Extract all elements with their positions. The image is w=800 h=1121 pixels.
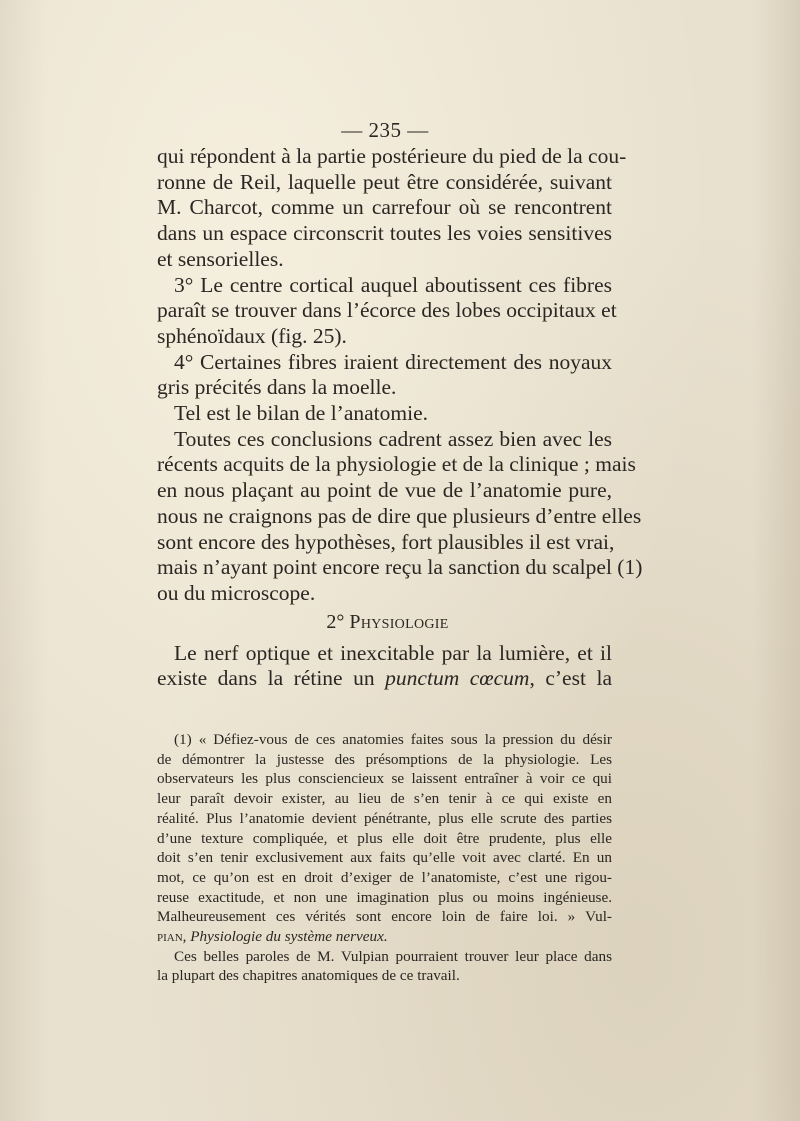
text-line: nous ne craignons pas de dire que plusieurs d’entre elles xyxy=(157,503,642,528)
page-number: — 235 — xyxy=(341,118,429,142)
footnote-line: reuse exactitude, et non une imagination plus ou moins ingénieuse. xyxy=(157,888,612,906)
section-title: Physiologie xyxy=(349,610,449,633)
text-line: et sensorielles. xyxy=(157,246,284,271)
footnote-block xyxy=(157,730,612,986)
footnote-line: (1) « Défiez-vous de ces anatomies faites sous la pression du désir xyxy=(174,731,612,748)
footnote-line: leur paraît devoir exister, au lieu de s’en tenir à ce qui existe en xyxy=(157,790,612,808)
text-line: qui répondent à la partie postérieure du pied de la cou- xyxy=(157,144,627,168)
text-line: récents acquits de la physiologie et de la clinique ; mais xyxy=(157,452,636,477)
footnote-line: d’une texture compliquée, et plus elle doit être prudente, plus elle xyxy=(157,829,612,847)
text-line: ou du microscope. xyxy=(157,580,316,605)
footnote-line: observateurs les plus consciencieux se laissent entraîner à voir ce qui xyxy=(157,770,612,788)
text-fragment: , c’est la xyxy=(529,666,612,691)
italic-term: punctum cœcum xyxy=(385,666,530,691)
footnote-line: doit s’en tenir exclusivement aux faits qu’elle voit avec clarté. En un xyxy=(157,849,612,867)
footnote-citation: pian, Physiologie du système nerveux. xyxy=(157,928,388,946)
footnote-line: Ces belles paroles de M. Vulpian pourraient trouver leur place dans xyxy=(174,947,612,965)
section-number: 2° xyxy=(326,610,345,633)
footnote-line: mot, ce qu’on est en droit d’exiger de l’anatomiste, c’est une rigou- xyxy=(157,868,612,886)
text-line: paraît se trouver dans l’écorce des lobes occipitaux et xyxy=(157,298,617,323)
text-line: Tel est le bilan de l’anatomie. xyxy=(174,401,429,426)
section-heading xyxy=(157,608,612,636)
citation-work: Physiologie du système nerveux. xyxy=(190,928,388,946)
text-line: ronne de Reil, laquelle peut être considérée, suivant xyxy=(157,169,612,194)
footnote-line: la plupart des chapitres anatomiques de ce travail. xyxy=(157,967,460,985)
text-line: Toutes ces conclusions cadrent assez bien avec les xyxy=(174,426,612,451)
text-line: dans un espace circonscrit toutes les voies sensitives xyxy=(157,221,612,246)
text-line: mais n’ayant point encore reçu la sanction du scalpel (1) xyxy=(157,555,643,580)
text-line: gris précités dans la moelle. xyxy=(157,375,397,400)
footnote-line: réalité. Plus l’anatomie devient pénétrante, plus elle scrute des parties xyxy=(157,809,612,827)
footnote-line: Malheureusement ces vérités sont encore loin de faire loi. » Vul- xyxy=(157,908,612,926)
text-line: M. Charcot, comme un carrefour où se rencontrent xyxy=(157,195,612,220)
main-text xyxy=(157,144,643,692)
text-line: en nous plaçant au point de vue de l’anatomie pure, xyxy=(157,478,612,503)
text-line: sont encore des hypothèses, fort plausibles il est vrai, xyxy=(157,529,615,554)
text-line: sphénoïdaux (fig. 25). xyxy=(157,323,347,348)
text-line: Le nerf optique et inexcitable par la lumière, et il xyxy=(174,640,612,665)
citation-author: pian xyxy=(157,928,183,946)
footnote-line: de démontrer la justesse des présomptions de la physiologie. Les xyxy=(157,750,612,768)
text-fragment: existe dans la rétine un xyxy=(157,666,386,691)
text-line-with-italic xyxy=(157,666,612,692)
text-line: 3° Le centre cortical auquel aboutissent ces fibres xyxy=(174,272,612,297)
text-line: 4° Certaines fibres iraient directement des noyaux xyxy=(174,349,612,374)
